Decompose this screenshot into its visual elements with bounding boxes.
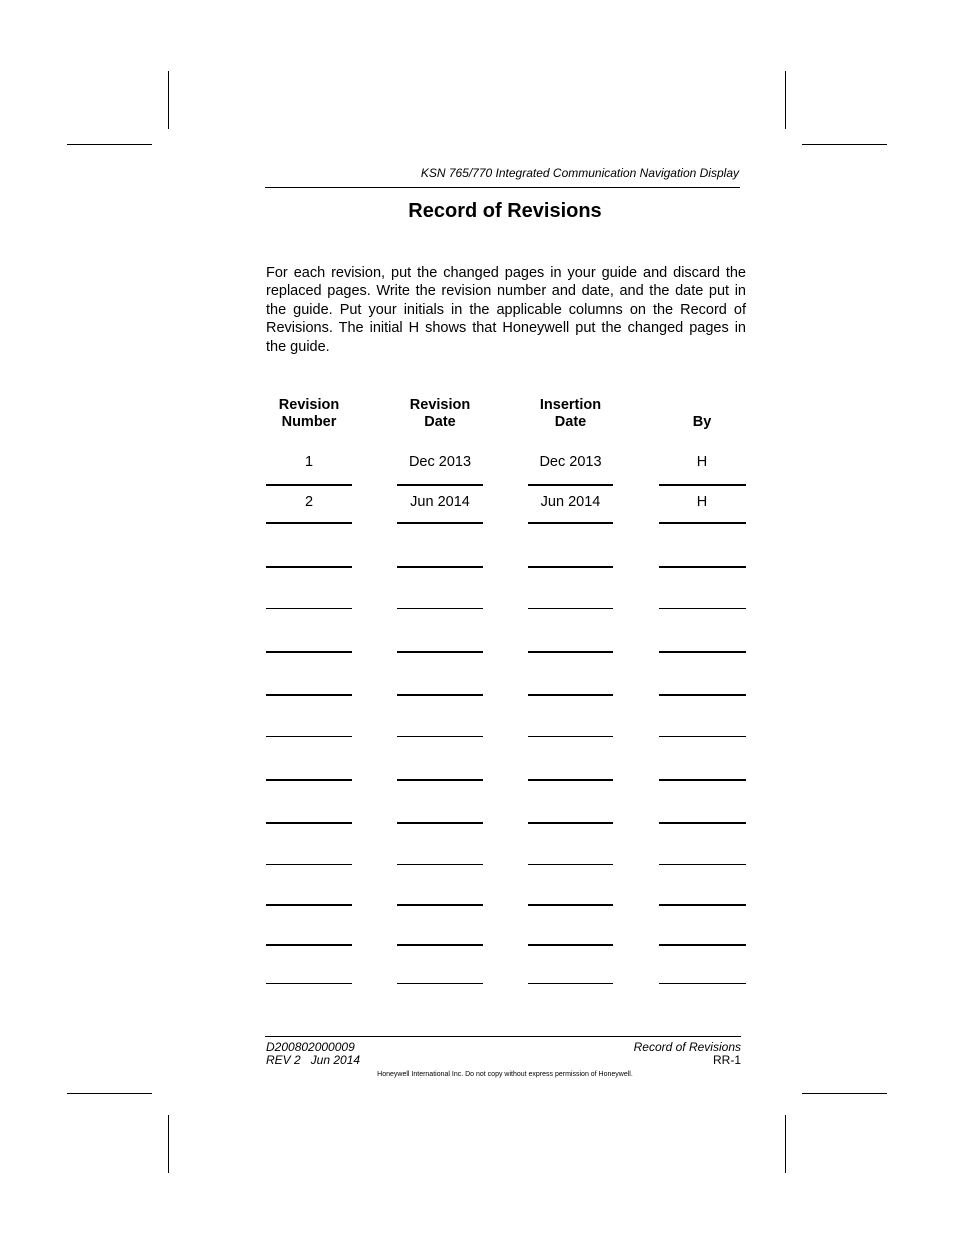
column-header-line: Revision (278, 397, 340, 413)
entry-line (528, 736, 613, 737)
entry-line (528, 608, 613, 609)
entry-line (266, 522, 352, 524)
column-header-line: Number (281, 414, 337, 430)
entry-line (659, 694, 746, 696)
entry-line (266, 694, 352, 696)
entry-line (528, 651, 613, 653)
entry-line (528, 779, 613, 781)
entry-line (659, 736, 746, 737)
entry-line (659, 566, 746, 568)
entry-line (397, 694, 483, 696)
table-cell-by: H (696, 494, 708, 510)
crop-mark (802, 1093, 887, 1094)
entry-line (397, 566, 483, 568)
column-header-line: Insertion (539, 397, 602, 413)
header-rule (265, 187, 740, 188)
entry-line (266, 822, 352, 824)
entry-line (659, 904, 746, 906)
footer-page-number: RR-1 (712, 1053, 741, 1067)
entry-line (397, 651, 483, 653)
crop-mark (168, 71, 169, 129)
crop-mark (785, 71, 786, 129)
footer-doc-number: D200802000009 (266, 1040, 355, 1054)
entry-line (397, 944, 483, 946)
entry-line (266, 566, 352, 568)
table-cell-insertion-date: Dec 2013 (539, 454, 602, 470)
entry-line (659, 608, 746, 609)
column-header-line: By (692, 414, 712, 430)
footer-rule (265, 1036, 741, 1037)
entry-line (659, 779, 746, 781)
entry-line (528, 522, 613, 524)
entry-line (266, 779, 352, 781)
entry-line (397, 864, 483, 865)
entry-line (266, 484, 352, 486)
entry-line (528, 566, 613, 568)
running-header: KSN 765/770 Integrated Communication Navigation Display (420, 166, 739, 180)
crop-mark (168, 1115, 169, 1173)
column-header-insertion-date (528, 397, 613, 431)
column-header-line: Revision (409, 397, 471, 413)
column-header-line: Date (424, 414, 456, 430)
entry-line (266, 736, 352, 737)
entry-line (659, 944, 746, 946)
table-cell-revision-date: Jun 2014 (410, 494, 470, 510)
table-cell-insertion-date: Jun 2014 (540, 494, 601, 510)
intro-paragraph: For each revision, put the changed pages in your guide and discard the replaced pages. Write the revision number and date, and the date put in the guide. Put your initials in the applicable columns on the Record of Revisions. The initial H shows that Honeywell put the changed pages in the guide. (266, 265, 746, 355)
column-header-by (659, 397, 745, 431)
table-cell-revision-number: 1 (304, 454, 314, 470)
entry-line (266, 944, 352, 946)
crop-mark (67, 144, 152, 145)
page-title: Record of Revisions (408, 200, 602, 222)
entry-line (659, 983, 746, 984)
entry-line (266, 864, 352, 865)
entry-line (659, 651, 746, 653)
entry-line (659, 484, 746, 486)
entry-line (266, 651, 352, 653)
entry-line (528, 484, 613, 486)
table-cell-revision-number: 2 (304, 494, 314, 510)
entry-line (659, 522, 746, 524)
entry-line (528, 944, 613, 946)
footer-section: Record of Revisions (633, 1040, 741, 1054)
table-cell-by: H (696, 454, 708, 470)
entry-line (528, 983, 613, 984)
entry-line (528, 864, 613, 865)
entry-line (397, 983, 483, 984)
entry-line (266, 983, 352, 984)
entry-line (397, 822, 483, 824)
entry-line (397, 522, 483, 524)
crop-mark (785, 1115, 786, 1173)
table-cell-revision-date: Dec 2013 (408, 454, 472, 470)
column-header-revision-number (266, 397, 352, 431)
entry-line (397, 608, 483, 609)
entry-line (266, 904, 352, 906)
entry-line (659, 864, 746, 865)
entry-line (397, 904, 483, 906)
column-header-revision-date (397, 397, 483, 431)
entry-line (528, 822, 613, 824)
entry-line (397, 779, 483, 781)
copyright-notice: Honeywell International Inc. Do not copy without express permission of Honeywell. (377, 1071, 633, 1078)
crop-mark (67, 1093, 152, 1094)
entry-line (659, 822, 746, 824)
entry-line (397, 484, 483, 486)
footer-revision: REV 2 Jun 2014 (266, 1053, 361, 1067)
column-header-line (659, 397, 745, 414)
entry-line (528, 904, 613, 906)
entry-line (266, 608, 352, 609)
column-header-line: Date (554, 414, 587, 430)
entry-line (397, 736, 483, 737)
entry-line (528, 694, 613, 696)
crop-mark (802, 144, 887, 145)
